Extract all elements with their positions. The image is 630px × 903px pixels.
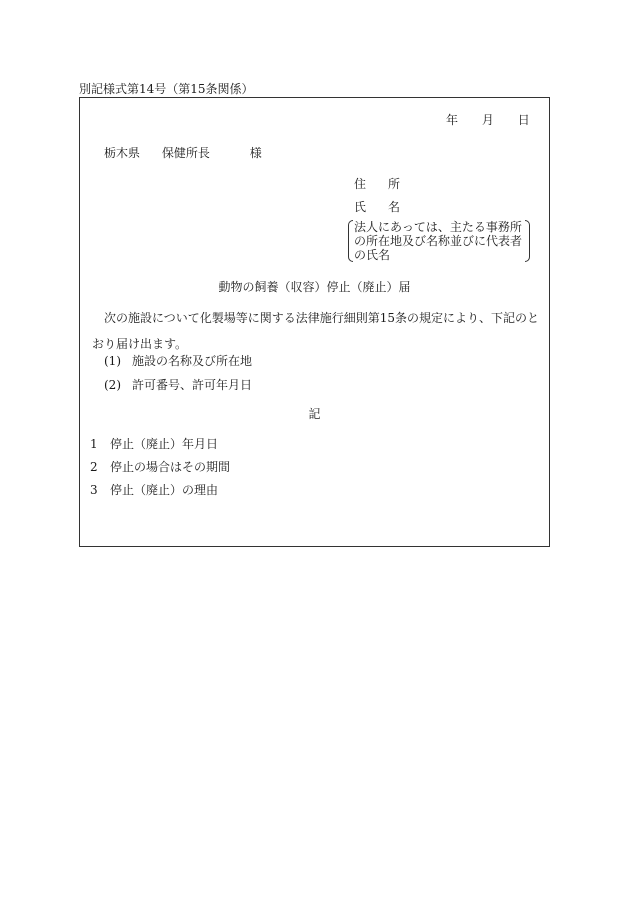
date-row — [446, 114, 530, 126]
recipient-director: 保健所長 — [161, 146, 210, 160]
recipient-prefecture: 栃木県 — [104, 146, 141, 160]
corporate-note — [348, 220, 530, 262]
list-item — [104, 355, 252, 367]
record-number: 1 — [90, 437, 98, 451]
corporate-note-text: 法人にあっては、主たる事務所の所在地及び名称並びに代表者の氏名 — [354, 220, 523, 262]
record-number: 2 — [90, 460, 98, 474]
recipient-honorific: 様 — [249, 146, 262, 160]
record-text: 停止（廃止）年月日 — [110, 437, 219, 451]
ki-heading: 記 — [308, 407, 321, 421]
date-day-label: 日 — [517, 113, 530, 127]
name-label-first: 氏 — [354, 200, 367, 214]
date-month-label: 月 — [481, 113, 494, 127]
left-bracket — [348, 220, 353, 262]
document-title: 動物の飼養（収容）停止（廃止）届 — [218, 280, 411, 294]
list-item — [104, 379, 252, 391]
address-label-first: 住 — [354, 177, 367, 191]
record-item — [90, 438, 218, 450]
record-item — [90, 461, 230, 473]
right-bracket — [525, 220, 530, 262]
form-frame — [79, 97, 550, 547]
body-paragraph: 次の施設について化製場等に関する法律施行細則第15条の規定により、下記のとおり届け出ます。 — [92, 311, 540, 351]
name-label — [354, 201, 400, 213]
item-text: 施設の名称及び所在地 — [132, 354, 253, 368]
date-year-label: 年 — [446, 113, 459, 127]
recipient-line — [104, 147, 262, 159]
address-label — [354, 178, 400, 190]
item-text: 許可番号、許可年月日 — [132, 378, 253, 392]
item-number: (1) — [104, 354, 121, 368]
name-label-second: 名 — [388, 200, 401, 214]
record-text: 停止の場合はその期間 — [110, 460, 231, 474]
address-label-second: 所 — [388, 177, 401, 191]
record-item — [90, 484, 218, 496]
form-number: 別記様式第14号（第15条関係） — [79, 82, 254, 96]
item-number: (2) — [104, 378, 121, 392]
record-number: 3 — [90, 483, 98, 497]
record-text: 停止（廃止）の理由 — [110, 483, 219, 497]
